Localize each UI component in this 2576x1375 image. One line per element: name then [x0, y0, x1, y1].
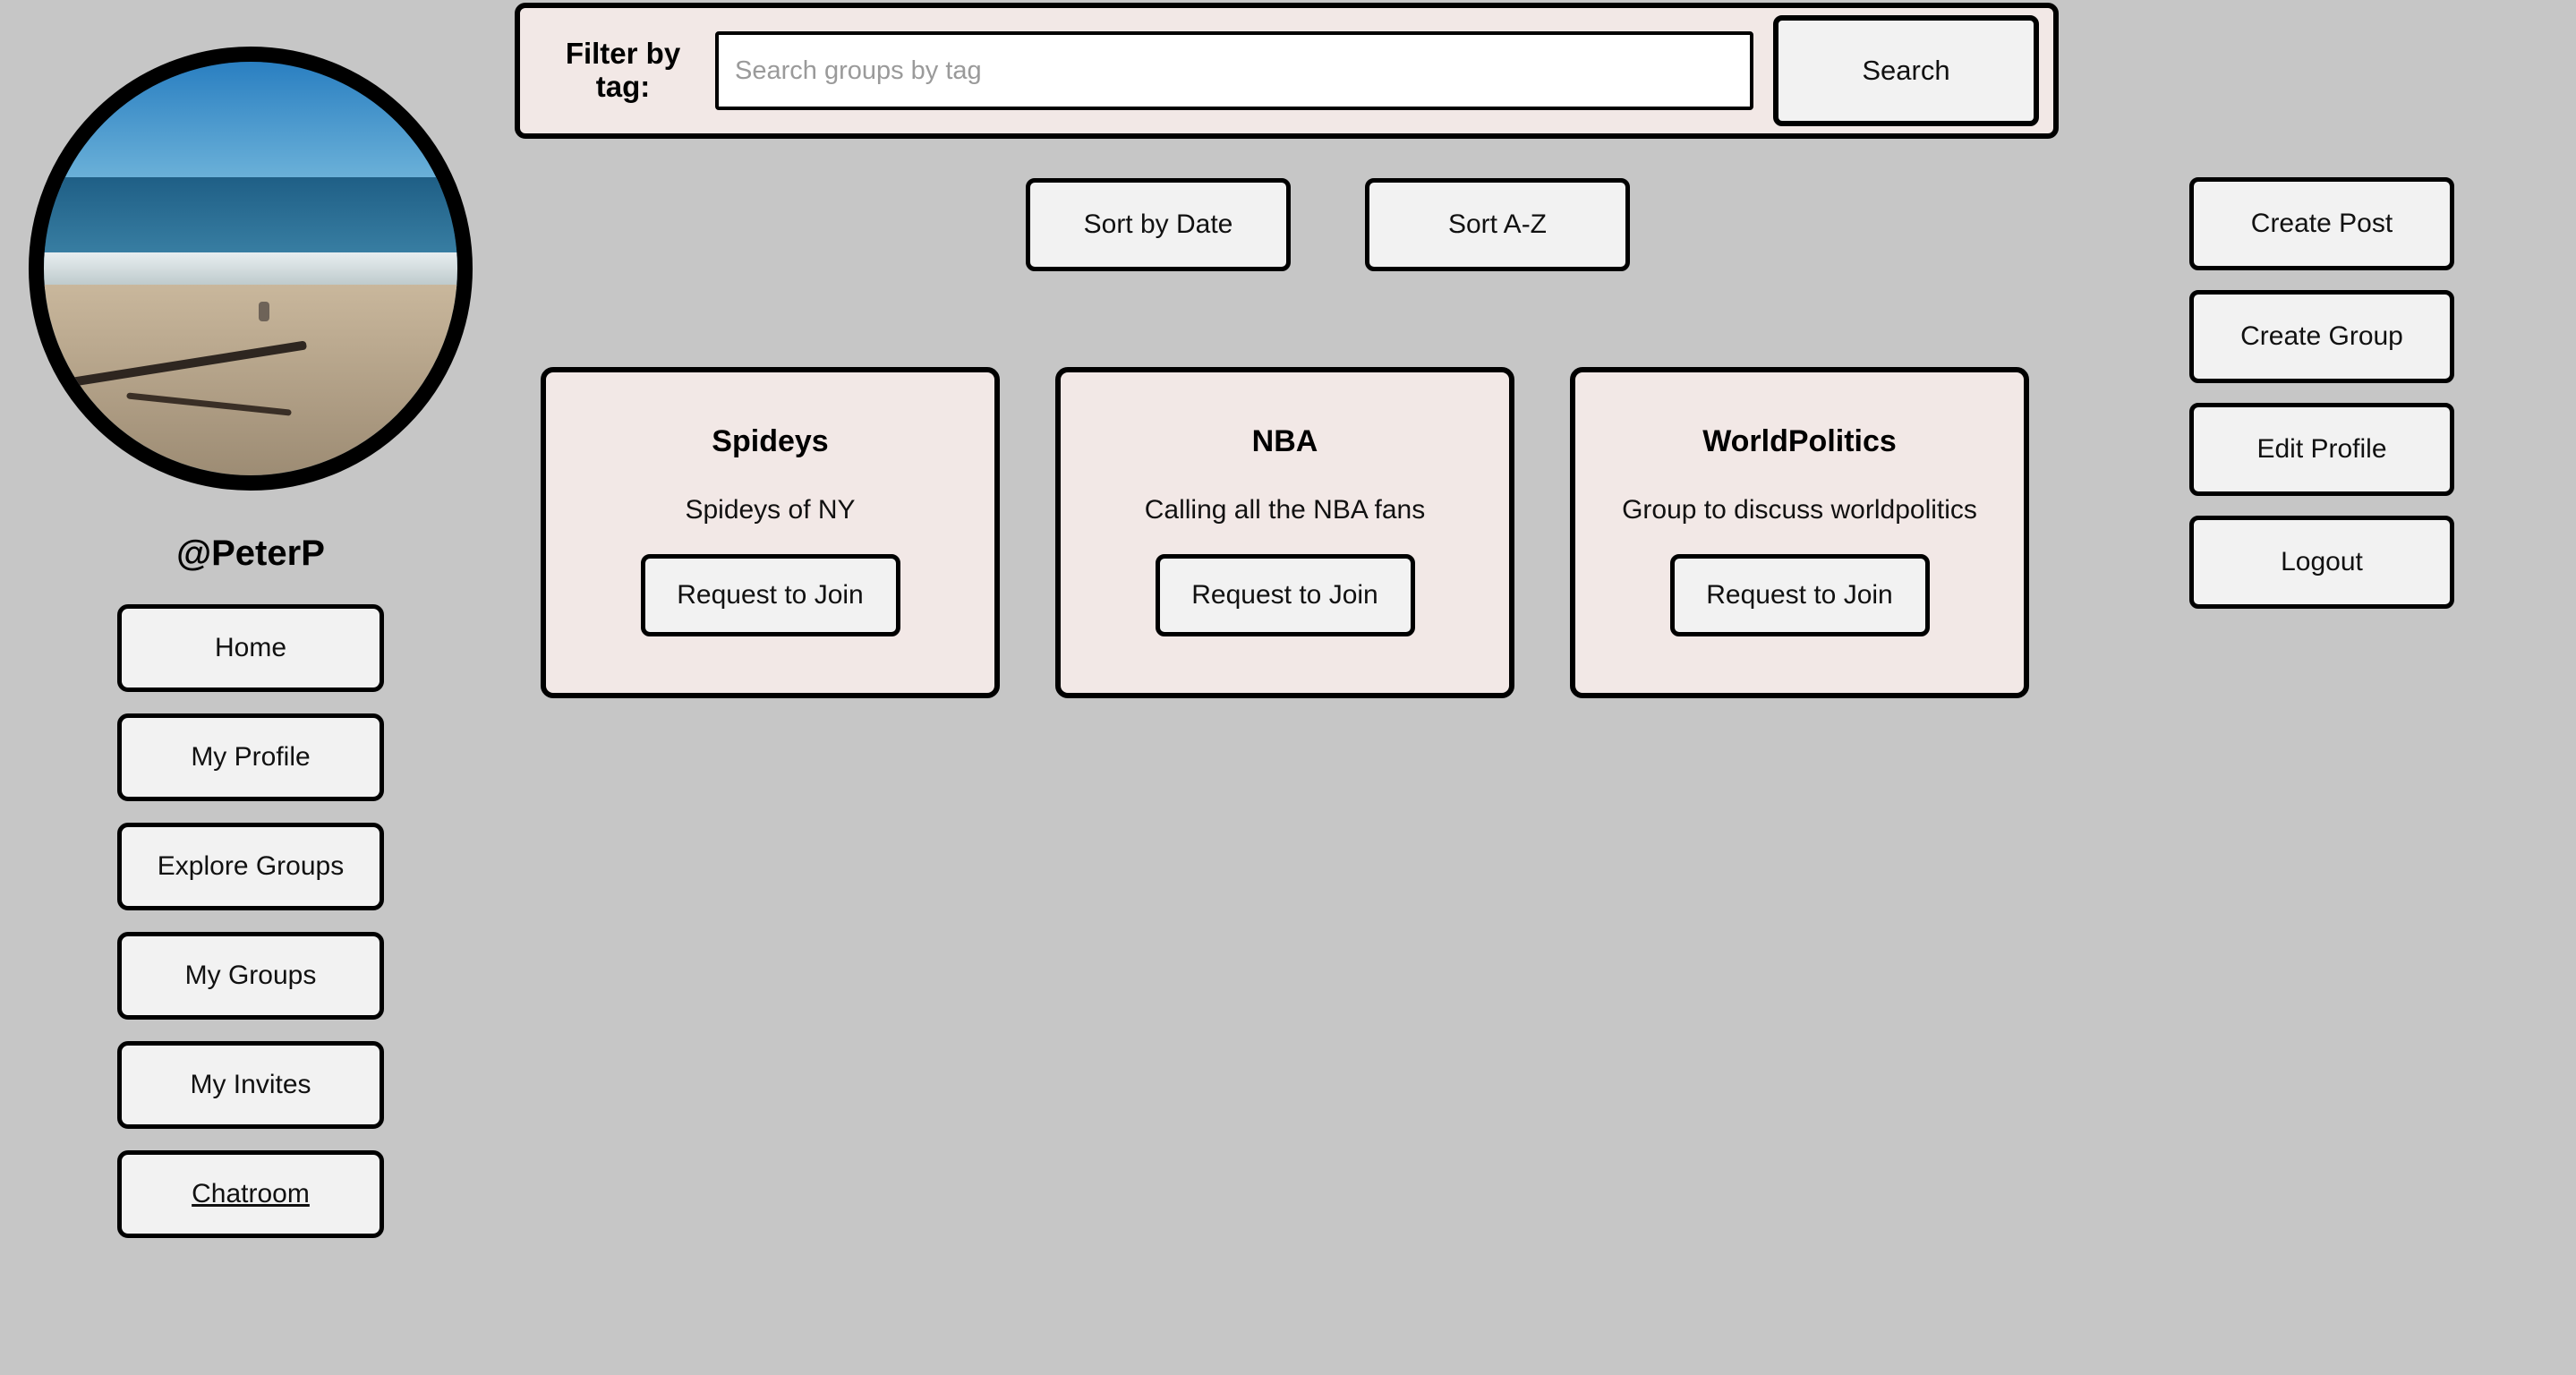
group-card[interactable] [541, 367, 1000, 698]
search-input[interactable] [715, 31, 1753, 110]
action-column [2189, 177, 2454, 609]
avatar-sky [44, 62, 457, 186]
group-card[interactable] [1570, 367, 2029, 698]
sidebar-item-my-groups[interactable] [117, 932, 384, 1020]
group-description: Spideys of NY [685, 495, 856, 525]
group-name: NBA [1251, 424, 1318, 458]
sidebar-item-label: My Groups [184, 961, 317, 990]
create-post-button[interactable]: Create Post [2189, 177, 2454, 270]
sidebar-item-label: Chatroom [192, 1179, 310, 1208]
sidebar-item-label: Home [214, 633, 287, 662]
sort-by-date-button[interactable]: Sort by Date [1026, 178, 1291, 271]
filter-by-tag-label: Filter by tag: [565, 37, 681, 103]
sidebar-item-explore-groups[interactable] [117, 823, 384, 910]
create-group-button[interactable]: Create Group [2189, 290, 2454, 383]
edit-profile-button[interactable]: Edit Profile [2189, 403, 2454, 496]
sidebar-item-chatroom[interactable] [117, 1150, 384, 1238]
sort-a-z-button[interactable]: Sort A-Z [1365, 178, 1630, 271]
sidebar-item-label: My Invites [190, 1070, 311, 1099]
group-list [541, 367, 2029, 698]
sidebar [0, 0, 501, 1375]
avatar-person [259, 302, 269, 321]
avatar-foam [44, 252, 457, 290]
group-name: WorldPolitics [1702, 424, 1897, 458]
request-to-join-button[interactable]: Request to Join [641, 554, 900, 636]
sidebar-item-my-invites[interactable] [117, 1041, 384, 1129]
request-to-join-button[interactable]: Request to Join [1670, 554, 1930, 636]
sidebar-item-label: My Profile [191, 742, 311, 772]
group-name: Spideys [712, 424, 829, 458]
request-to-join-button[interactable]: Request to Join [1156, 554, 1415, 636]
search-button[interactable]: Search [1773, 15, 2039, 126]
group-description: Group to discuss worldpolitics [1622, 495, 1977, 525]
profile-username: @PeterP [176, 534, 325, 573]
avatar [29, 47, 473, 491]
sidebar-item-my-profile[interactable] [117, 713, 384, 801]
logout-button[interactable]: Logout [2189, 516, 2454, 609]
group-description: Calling all the NBA fans [1144, 495, 1426, 525]
group-card[interactable] [1055, 367, 1514, 698]
sidebar-item-home[interactable] [117, 604, 384, 692]
sidebar-item-label: Explore Groups [157, 851, 345, 881]
filter-bar [515, 3, 2059, 139]
